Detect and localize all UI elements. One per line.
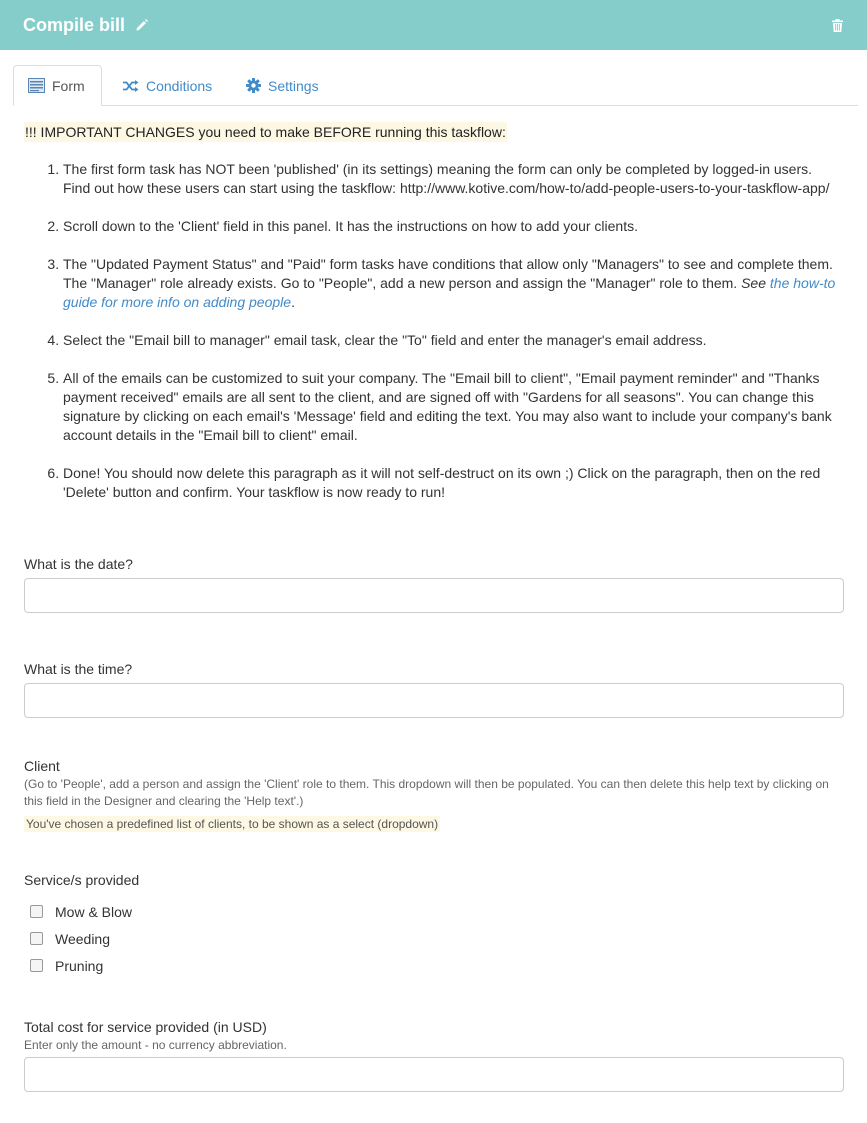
tab-conditions-label: Conditions xyxy=(146,77,213,94)
tab-settings-label: Settings xyxy=(268,77,319,94)
weeding-label: Weeding xyxy=(55,930,111,947)
service-option xyxy=(24,952,843,979)
date-field-group xyxy=(24,556,843,613)
services-options xyxy=(24,898,843,979)
how-to-guide-link[interactable]: the how-to guide for more info on adding people xyxy=(63,275,836,310)
gear-icon xyxy=(246,78,261,93)
cost-help-text: Enter only the amount - no currency abbreviation. xyxy=(24,1038,287,1052)
weeding-checkbox[interactable] xyxy=(30,932,43,945)
form-content xyxy=(0,106,867,1092)
time-field-group xyxy=(24,661,843,718)
title-wrap xyxy=(23,15,149,36)
tab-form-label: Form xyxy=(52,77,85,94)
tab-conditions[interactable] xyxy=(109,65,226,106)
date-input[interactable] xyxy=(24,578,844,613)
cost-input[interactable] xyxy=(24,1057,844,1092)
step-3-see: See xyxy=(741,275,767,291)
time-input[interactable] xyxy=(24,683,844,718)
date-label: What is the date? xyxy=(24,556,133,572)
tab-bar xyxy=(13,65,858,106)
pencil-icon[interactable] xyxy=(135,18,149,32)
list-item xyxy=(63,255,843,312)
tab-settings[interactable] xyxy=(232,65,333,106)
cost-field-group xyxy=(24,1019,843,1092)
tab-form[interactable] xyxy=(13,65,102,106)
step-3-period: . xyxy=(291,294,295,310)
list-item: 6. Done! You should now delete this paragraph as it will not self-destruct on its own ;) Click on the paragraph, then on the red 'Delete' button and confirm. Your taskflow is now ready to run! xyxy=(63,464,843,502)
service-option xyxy=(24,925,843,952)
form-list-icon xyxy=(28,78,45,93)
trash-icon[interactable] xyxy=(832,19,843,32)
shuffle-icon xyxy=(123,80,139,92)
mow-blow-checkbox[interactable] xyxy=(30,905,43,918)
services-field-group xyxy=(24,872,843,979)
service-option xyxy=(24,898,843,925)
task-title: Compile bill xyxy=(23,14,126,35)
important-heading: !!! IMPORTANT CHANGES you need to make BEFORE running this taskflow: xyxy=(25,124,506,140)
step-3-text: The "Updated Payment Status" and "Paid" form tasks have conditions that allow only "Managers" to see and complete them. The "Manager" role already exists. Go to "People", add a new person and assign the "Manager" role to them. xyxy=(63,256,833,291)
list-item: 5. All of the emails can be customized to suit your company. The "Email bill to client", "Email payment reminder" and "Thanks payment received" emails are all sent to the client, and are signed off with "Gardens for all seasons". You can change this signature by clicking on each email's 'Message' field and editing the text. You may also want to include your company's bank account details in the "Email bill to client" email. xyxy=(63,369,843,445)
client-hint: You've chosen a predefined list of clients, to be shown as a select (dropdown) xyxy=(26,817,439,831)
instruction-list xyxy=(24,160,843,502)
time-label: What is the time? xyxy=(24,661,133,677)
cost-label: Total cost for service provided (in USD) xyxy=(24,1019,267,1035)
pruning-checkbox[interactable] xyxy=(30,959,43,972)
list-item: 4. Select the "Email bill to manager" email task, clear the "To" field and enter the manager's email address. xyxy=(63,331,843,350)
list-item: 2. Scroll down to the 'Client' field in this panel. It has the instructions on how to add your clients. xyxy=(63,217,843,236)
client-field-group xyxy=(24,758,843,832)
services-label: Service/s provided xyxy=(24,872,140,888)
mow-blow-label: Mow & Blow xyxy=(55,903,133,920)
client-label: Client xyxy=(24,758,60,774)
task-header xyxy=(0,0,867,50)
pruning-label: Pruning xyxy=(55,957,104,974)
client-help-text: (Go to 'People', add a person and assign the 'Client' role to them. This dropdown will then be populated. You can then delete this help text by clicking on this field in the Designer and clearing the 'Help text'.) xyxy=(24,777,829,808)
list-item: 1. The first form task has NOT been 'published' (in its settings) meaning the form can only be completed by logged-in users. Find out how these users can start using the taskflow: http://www.kotive.com/how-to/add-people-users-to-your-taskflow-app/ xyxy=(63,160,843,198)
